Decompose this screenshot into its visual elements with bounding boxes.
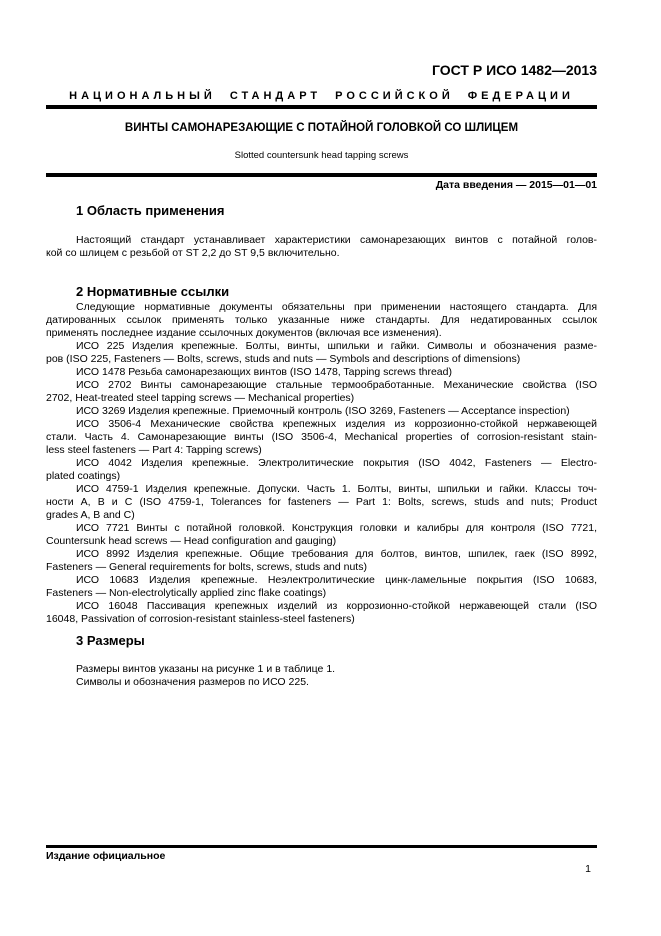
- paragraph: [46, 600, 597, 626]
- paragraph: [46, 522, 597, 548]
- document-title-english: Slotted countersunk head tapping screws: [234, 150, 409, 161]
- text-line: ИСО 8992 Изделия крепежные. Общие требования для болтов, винтов, шпилек, гаек (ISO 8992,: [76, 548, 597, 560]
- section-heading: 2 Нормативные ссылки: [76, 284, 230, 299]
- text-line: ИСО 7721 Винты с потайной головкой. Конструкция головки и калибры для контроля (ISO 7721,: [76, 522, 597, 534]
- text-line: ИСО 16048 Пассивация крепежных изделий из коррозионно-стойкой нержавеющей стали (ISO: [76, 600, 597, 612]
- text-line: кой со шлицем с резьбой от ST 2,2 до ST 9,5 включительно.: [46, 247, 340, 259]
- footer-divider-rule: [46, 845, 597, 848]
- page-footer: [46, 845, 597, 876]
- text-line: Fasteners — General requirements for bolts, screws, studs and nuts): [46, 561, 367, 573]
- document-body: [46, 203, 597, 689]
- section-heading: 1 Область применения: [76, 203, 225, 218]
- text-line: ИСО 3269 Изделия крепежные. Приемочный контроль (ISO 3269, Fasteners — Acceptance inspection): [76, 405, 570, 417]
- paragraph: [46, 405, 597, 418]
- paragraph: [46, 548, 597, 574]
- paragraph: [46, 483, 597, 522]
- text-line: ИСО 3506-4 Механические свойства крепежных изделия из коррозионно-стойкой нержавеющей: [76, 418, 597, 430]
- effective-date: Дата введения — 2015—01—01: [435, 179, 597, 191]
- text-line: датированных ссылок применять только указанные ниже стандарты. Для недатированных ссылок: [46, 314, 597, 326]
- text-line: применять последнее издание ссылочных документов (включая все изменения).: [46, 327, 442, 339]
- text-line: ИСО 4759-1 Изделия крепежные. Допуски. Часть 1. Болты, винты, шпильки и гайки. Классы точ-: [76, 483, 597, 495]
- document-title-russian: ВИНТЫ САМОНАРЕЗАЮЩИЕ С ПОТАЙНОЙ ГОЛОВКОЙ СО ШЛИЦЕМ: [124, 122, 519, 134]
- edition-note: Издание официальное: [46, 850, 166, 862]
- paragraph: [46, 574, 597, 600]
- paragraph: [46, 457, 597, 483]
- section-3: [46, 633, 597, 689]
- standard-type-banner: НАЦИОНАЛЬНЫЙ СТАНДАРТ РОССИЙСКОЙ ФЕДЕРАЦИИ: [46, 90, 597, 109]
- text-line: стали. Часть 4. Самонарезающие винты (ISO 3506-4, Mechanical properties of corrosion-resistant stain-: [46, 431, 597, 443]
- paragraph: [46, 663, 597, 676]
- paragraph: [46, 379, 597, 405]
- text-line: 2702, Heat-treated steel tapping screws — Mechanical properties): [46, 392, 355, 404]
- text-line: Настоящий стандарт устанавливает характеристики самонарезающих винтов с потайной голов-: [76, 234, 597, 246]
- text-line: Размеры винтов указаны на рисунке 1 и в таблице 1.: [76, 663, 336, 675]
- paragraph: [46, 340, 597, 366]
- text-line: ИСО 10683 Изделия крепежные. Неэлектролитические цинк-ламельные покрытия (ISO 10683,: [76, 574, 597, 586]
- text-line: plated coatings): [46, 470, 121, 482]
- paragraph: [46, 418, 597, 457]
- section-2: [46, 284, 597, 626]
- section-heading: 3 Размеры: [76, 633, 145, 648]
- paragraph: [46, 234, 597, 260]
- text-line: ности A, B и C (ISO 4759-1, Tolerances for fasteners — Part 1: Bolts, screws, studs and nuts; Product: [46, 496, 597, 508]
- paragraph: [46, 301, 597, 340]
- section-1: [46, 203, 597, 260]
- text-line: ИСО 4042 Изделия крепежные. Электролитические покрытия (ISO 4042, Fasteners — Electro-: [76, 457, 597, 469]
- paragraph: [46, 366, 597, 379]
- text-line: Следующие нормативные документы обязательны при применении настоящего стандарта. Для: [76, 301, 597, 313]
- text-line: grades A, B and C): [46, 509, 135, 521]
- page-number: 1: [585, 863, 591, 875]
- text-line: ИСО 1478 Резьба самонарезающих винтов (ISO 1478, Tapping screws thread): [76, 366, 452, 378]
- text-line: ров (ISO 225, Fasteners — Bolts, screws, studs and nuts — Symbols and descriptions of dimensions): [46, 353, 521, 365]
- text-line: Fasteners — Non-electrolytically applied zinc flake coatings): [46, 587, 327, 599]
- text-line: Символы и обозначения размеров по ИСО 225.: [76, 676, 309, 688]
- paragraph: [46, 676, 597, 689]
- text-line: Countersunk head screws — Head configuration and gauging): [46, 535, 337, 547]
- text-line: less steel fasteners — Part 4: Tapping screws): [46, 444, 262, 456]
- header-divider-rule: [46, 173, 597, 177]
- text-line: ИСО 2702 Винты самонарезающие стальные термообработанные. Механические свойства (ISO: [76, 379, 597, 391]
- text-line: 16048, Passivation of corrosion-resistant stainless-steel fasteners): [46, 613, 355, 625]
- text-line: ИСО 225 Изделия крепежные. Болты, винты, шпильки и гайки. Символы и обозначения разме-: [76, 340, 597, 352]
- document-code: ГОСТ Р ИСО 1482—2013: [432, 62, 597, 78]
